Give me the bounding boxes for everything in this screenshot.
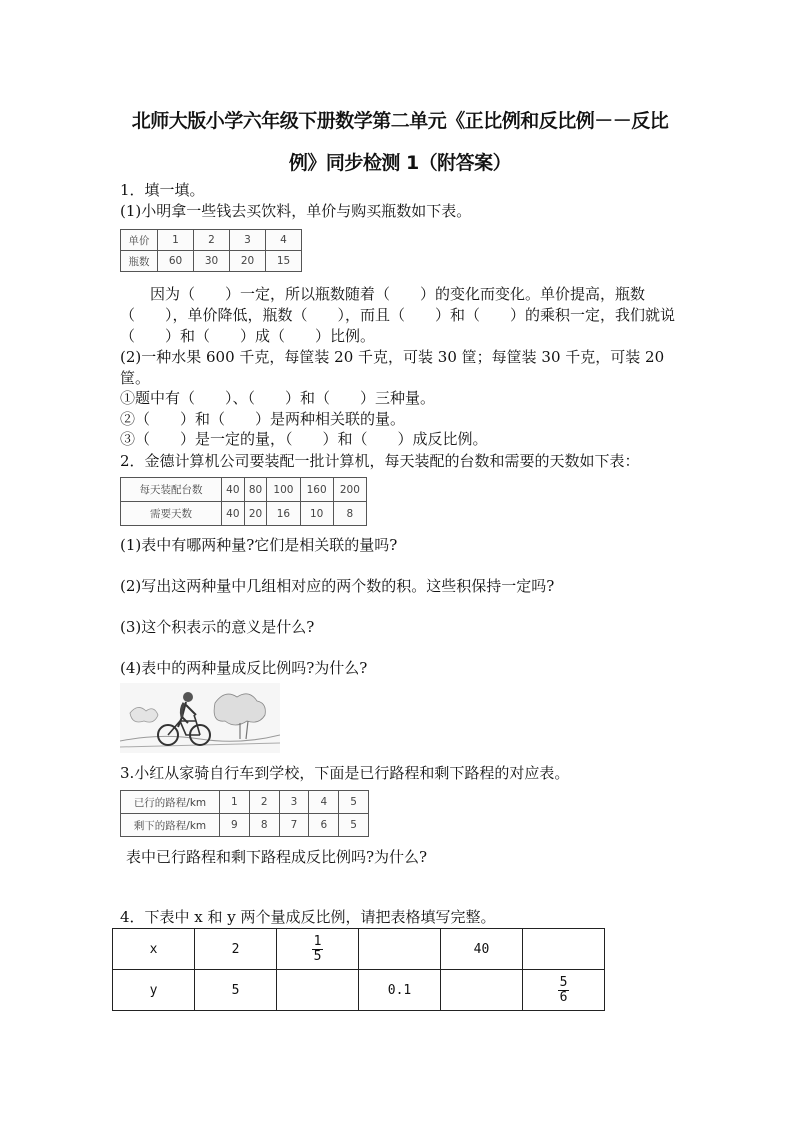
table-row [121, 251, 302, 272]
table-cell: 80 [244, 478, 267, 502]
table-cell: 4 [309, 791, 339, 814]
table-cell: 需要天数 [121, 502, 222, 526]
q1-fill-line2: （ ），单价降低，瓶数（ ），而且（ ）和（ ）的乘积一定，我们就说 [120, 306, 676, 324]
table-cell: 1 [158, 230, 194, 251]
bicycle-illustration [120, 683, 280, 753]
table-row [121, 478, 367, 502]
page-title-line2: 例》同步检测 1（附答案） [288, 152, 512, 174]
q2-sub3: (3)这个积表示的意义是什么? [120, 618, 315, 636]
q1-sub1: ①题中有（ ）、（ ）和（ ）三种量。 [120, 389, 436, 407]
q1-fill-line3: （ ）和（ ）成（ ）比例。 [120, 327, 376, 345]
table-cell[interactable] [277, 970, 359, 1011]
table-cell: 60 [158, 251, 194, 272]
table-cell: 15 [266, 251, 302, 272]
table-cell: 2 [195, 929, 277, 970]
page-title-line1: 北师大版小学六年级下册数学第二单元《正比例和反比例－－反比 [131, 110, 669, 132]
q4-inverse-table [112, 928, 605, 1011]
fraction-denominator: 6 [559, 990, 568, 1005]
table-cell: 每天装配台数 [121, 478, 222, 502]
table-cell: 20 [244, 502, 267, 526]
table-cell: 7 [279, 814, 309, 837]
table-cell: 4 [266, 230, 302, 251]
fraction-numerator: 1 [313, 934, 322, 949]
q4-heading: 4．下表中 x 和 y 两个量成反比例，请把表格填写完整。 [120, 908, 496, 926]
q3-heading: 3.小红从家骑自行车到学校，下面是已行路程和剩下路程的对应表。 [120, 764, 570, 782]
table-row [121, 230, 302, 251]
table-cell: 160 [300, 478, 333, 502]
q2-heading: 2．金德计算机公司要装配一批计算机，每天装配的台数和需要的天数如下表： [120, 452, 640, 470]
q3-question: 表中已行路程和剩下路程成反比例吗?为什么? [126, 848, 428, 866]
table-row [121, 502, 367, 526]
fraction-denominator: 5 [313, 949, 322, 964]
table-cell: 20 [230, 251, 266, 272]
fraction-numerator: 5 [559, 975, 568, 990]
fraction [558, 976, 570, 1005]
fraction [312, 935, 324, 964]
table-cell [523, 970, 605, 1011]
table-cell: 3 [230, 230, 266, 251]
table-cell: 16 [267, 502, 300, 526]
table-cell: 6 [309, 814, 339, 837]
q1-sub2: ②（ ）和（ ）是两种相关联的量。 [120, 410, 406, 428]
table-row [113, 970, 605, 1011]
table-row [121, 791, 369, 814]
table-cell: 单价 [121, 230, 158, 251]
q1-heading: 1．填一填。 [120, 181, 205, 199]
table-cell: y [113, 970, 195, 1011]
table-cell: 40 [222, 502, 245, 526]
table-row [121, 814, 369, 837]
q3-distance-table [120, 790, 369, 837]
table-cell: 瓶数 [121, 251, 158, 272]
table-cell: 剩下的路程/km [121, 814, 220, 837]
q1-price-table [120, 229, 302, 272]
table-cell[interactable] [523, 929, 605, 970]
table-cell: 已行的路程/km [121, 791, 220, 814]
table-cell: 2 [194, 230, 230, 251]
table-cell: 5 [195, 970, 277, 1011]
table-cell [277, 929, 359, 970]
table-cell: 1 [220, 791, 250, 814]
table-cell: 9 [220, 814, 250, 837]
table-cell[interactable] [359, 929, 441, 970]
table-cell: 8 [333, 502, 366, 526]
q1-part2-line1: (2)一种水果 600 千克，每筐装 20 千克，可装 30 筐；每筐装 30 千克，可装 20 [120, 348, 665, 366]
table-cell: 200 [333, 478, 366, 502]
table-cell: 5 [339, 814, 369, 837]
table-cell: 3 [279, 791, 309, 814]
q2-sub4: (4)表中的两种量成反比例吗?为什么? [120, 659, 368, 677]
q1-sub3: ③（ ）是一定的量，（ ）和（ ）成反比例。 [120, 430, 488, 448]
table-cell: 40 [222, 478, 245, 502]
table-cell: 8 [249, 814, 279, 837]
table-cell: 10 [300, 502, 333, 526]
table-row [113, 929, 605, 970]
table-cell: 30 [194, 251, 230, 272]
q2-sub1: (1)表中有哪两种量?它们是相关联的量吗? [120, 536, 398, 554]
q2-sub2: (2)写出这两种量中几组相对应的两个数的积。这些积保持一定吗? [120, 577, 555, 595]
q2-assembly-table [120, 477, 367, 526]
q1-part2-line2: 筐。 [120, 369, 151, 387]
table-cell: 100 [267, 478, 300, 502]
table-cell[interactable] [441, 970, 523, 1011]
table-cell: 0.1 [359, 970, 441, 1011]
table-cell: 2 [249, 791, 279, 814]
table-cell: 40 [441, 929, 523, 970]
table-cell: x [113, 929, 195, 970]
table-cell: 5 [339, 791, 369, 814]
q1-part1-text: (1)小明拿一些钱去买饮料，单价与购买瓶数如下表。 [120, 202, 472, 220]
q1-fill-line1: 因为（ ）一定，所以瓶数随着（ ）的变化而变化。单价提高，瓶数 [120, 285, 646, 303]
